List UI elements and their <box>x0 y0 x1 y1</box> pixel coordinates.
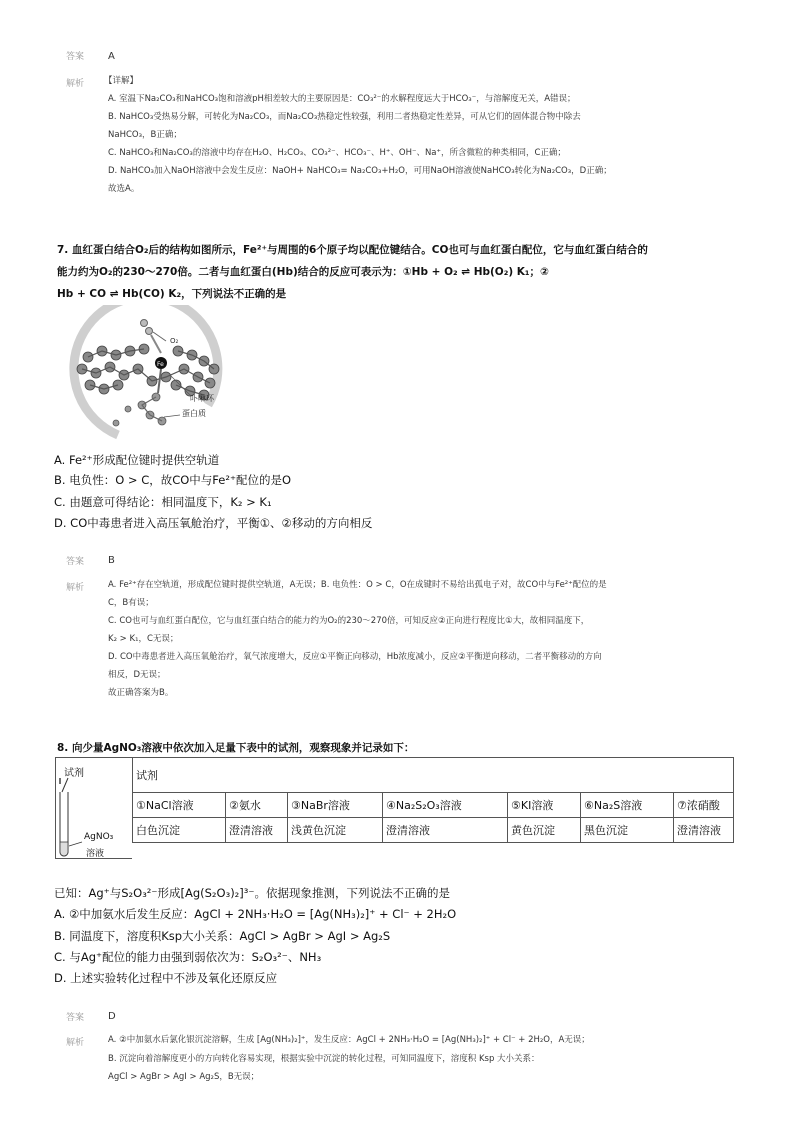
observation-cell: 黄色沉淀 <box>508 818 581 843</box>
q8-option-d: D. 上述实验转化过程中不涉及氧化还原反应 <box>54 971 278 985</box>
table-header-cell: 试剂 <box>133 758 734 793</box>
q8-answer: D <box>108 1011 116 1022</box>
q6-line-c: C. NaHCO₃和Na₂CO₃的溶液中均存在H₂O、H₂CO₃、CO₃²⁻、HCO₃⁻、H⁺、OH⁻、Na⁺，所含微粒的种类相同，C正确； <box>108 148 566 158</box>
q7-analysis-line: 相反，D无误； <box>108 670 166 680</box>
reagent-row <box>133 793 734 818</box>
q6-line-b: B. NaHCO₃受热易分解，可转化为Na₂CO₃，而Na₂CO₃热稳定性较强，利用二者热稳定性差异，可从它们的固体混合物中除去 <box>108 112 581 122</box>
q8-option-a: A. ②中加氨水后发生反应：AgCl + 2NH₃·H₂O = [Ag(NH₃)₂]⁺ + Cl⁻ + 2H₂O <box>54 907 457 921</box>
q7-analysis-line: 故正确答案为B。 <box>108 688 174 698</box>
answer-label: 答案 <box>66 1013 85 1023</box>
observation-cell: 浅黄色沉淀 <box>288 818 383 843</box>
q8-option-c: C. 与Ag⁺配位的能力由强到弱依次为：S₂O₃²⁻、NH₃ <box>54 950 322 964</box>
q7-option-a: A. Fe²⁺形成配位键时提供空轨道 <box>54 453 220 467</box>
q6-line-a: A. 室温下Na₂CO₃和NaHCO₃饱和溶液pH相差较大的主要原因是：CO₃²⁻的水解程度远大于HCO₃⁻，与溶解度无关，A错误； <box>108 94 576 104</box>
agno3-label: AgNO₃ <box>84 832 114 842</box>
q6-line-b2: NaHCO₃，B正确； <box>108 130 182 140</box>
reagent-cell: ⑤KI溶液 <box>508 793 581 818</box>
q7-analysis-line: D. CO中毒患者进入高压氧舱治疗，氧气浓度增大，反应①平衡正向移动，Hb浓度减小，反应②平衡逆向移动，二者平衡移动的方向 <box>108 652 602 662</box>
q6-detail-tag: 【详解】 <box>104 76 139 86</box>
q7-stem-line1: 7. 血红蛋白结合O₂后的结构如图所示，Fe²⁺与周围的6个原子均以配位键结合。CO也可与血红蛋白配位，它与血红蛋白结合的 <box>57 244 648 256</box>
q8-analysis-line: A. ②中加氨水后氯化银沉淀溶解，生成 [Ag(NH₃)₂]⁺，发生反应：AgCl + 2NH₃·H₂O = [Ag(NH₃)₂]⁺ + Cl⁻ + 2H₂O，A无误； <box>108 1035 590 1045</box>
q6-line-conclusion: 故选A。 <box>108 184 140 194</box>
q7-answer: B <box>108 555 115 566</box>
o2-label: O₂ <box>170 337 179 345</box>
protein-label: 蛋白质 <box>182 409 206 418</box>
test-tube-figure <box>55 757 132 859</box>
answer-label: 答案 <box>66 52 85 62</box>
observation-cell: 澄清溶液 <box>383 818 508 843</box>
analysis-label: 解析 <box>66 79 85 89</box>
analysis-label: 解析 <box>66 1038 85 1048</box>
q6-answer: A <box>108 51 115 62</box>
reagent-cell: ④Na₂S₂O₃溶液 <box>383 793 508 818</box>
hemoglobin-figure <box>58 305 238 445</box>
reagent-cell: ①NaCl溶液 <box>133 793 226 818</box>
reagent-cell: ②氨水 <box>226 793 288 818</box>
solution-label: 溶液 <box>86 849 105 859</box>
table-header-row <box>133 758 734 793</box>
q7-analysis-line: A. Fe²⁺存在空轨道，形成配位键时提供空轨道，A无误；B. 电负性：O > C，O在成键时不易给出孤电子对，故CO中与Fe²⁺配位的是 <box>108 580 607 590</box>
q6-line-d: D. NaHCO₃加入NaOH溶液中会发生反应：NaOH+ NaHCO₃= Na₂CO₃+H₂O，可用NaOH溶液使NaHCO₃转化为Na₂CO₃，D正确； <box>108 166 612 176</box>
q8-analysis-line: AgCl > AgBr > AgI > Ag₂S，B无误； <box>108 1072 260 1082</box>
observation-cell: 黑色沉淀 <box>581 818 674 843</box>
observation-cell: 白色沉淀 <box>133 818 226 843</box>
q8-analysis-line: B. 沉淀向着溶解度更小的方向转化容易实现，根据实验中沉淀的转化过程，可知同温度下，溶度积 Ksp 大小关系： <box>108 1054 540 1064</box>
q7-option-b: B. 电负性：O > C，故CO中与Fe²⁺配位的是O <box>54 473 292 487</box>
reagent-table <box>132 757 734 843</box>
q8-option-b: B. 同温度下，溶度积Ksp大小关系：AgCl > AgBr > AgI > Ag₂S <box>54 929 391 943</box>
q7-analysis-line: K₂ > K₁，C无误； <box>108 634 179 644</box>
q7-analysis-line: C，B有误； <box>108 598 154 608</box>
answer-label: 答案 <box>66 557 85 567</box>
fe-atom-label: Fe <box>157 361 164 368</box>
porphyrin-label: 卟啉环 <box>190 394 214 403</box>
q7-analysis-line: C. CO也可与血红蛋白配位，它与血红蛋白结合的能力约为O₂的230～270倍，可知反应②正向进行程度比①大，故相同温度下， <box>108 616 590 626</box>
reagent-cell: ③NaBr溶液 <box>288 793 383 818</box>
reagent-cell: ⑥Na₂S溶液 <box>581 793 674 818</box>
observation-cell: 澄清溶液 <box>226 818 288 843</box>
observation-cell: 澄清溶液 <box>674 818 734 843</box>
observation-row <box>133 818 734 843</box>
q7-option-d: D. CO中毒患者进入高压氧舱治疗，平衡①、②移动的方向相反 <box>54 516 373 530</box>
analysis-label: 解析 <box>66 583 85 593</box>
q7-stem-line2: 能力约为O₂的230～270倍。二者与血红蛋白(Hb)结合的反应可表示为：①Hb + O₂ ⇌ Hb(O₂) K₁；② <box>57 266 549 278</box>
reagent-label: 试剂 <box>64 768 84 779</box>
q7-option-c: C. 由题意可得结论：相同温度下，K₂ > K₁ <box>54 495 272 509</box>
q8-known-condition: 已知：Ag⁺与S₂O₃²⁻形成[Ag(S₂O₃)₂]³⁻。依据现象推测，下列说法不正确的是 <box>54 886 450 900</box>
q7-stem-line3: Hb + CO ⇌ Hb(CO) K₂，下列说法不正确的是 <box>57 288 287 300</box>
reagent-cell: ⑦浓硝酸 <box>674 793 734 818</box>
q8-stem: 8. 向少量AgNO₃溶液中依次加入足量下表中的试剂，观察现象并记录如下： <box>57 742 415 754</box>
